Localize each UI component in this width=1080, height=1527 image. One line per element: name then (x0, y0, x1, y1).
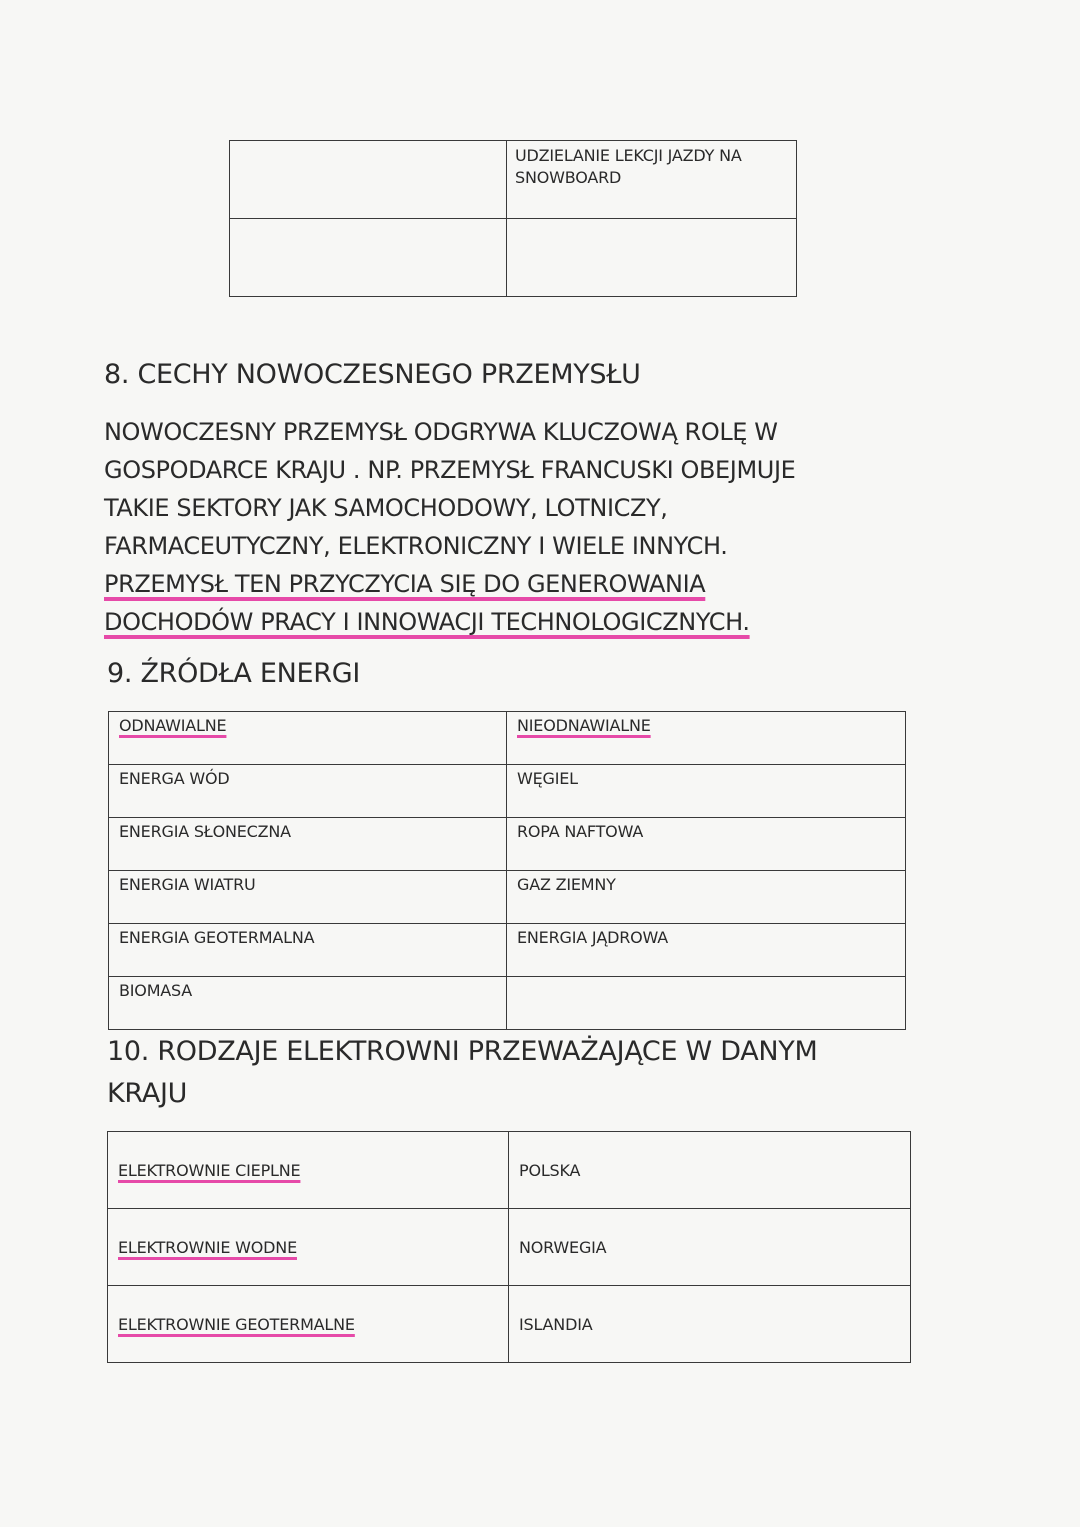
power-plants-table (107, 1131, 911, 1363)
plant-type: ELEKTROWNIE GEOTERMALNE (118, 1314, 355, 1334)
table-cell (109, 765, 507, 818)
highlighted-line: PRZEMYSŁ TEN PRZYCZYCIA SIĘ DO GENEROWANIA (104, 570, 706, 598)
table-cell (230, 219, 507, 297)
cell-text (507, 988, 517, 992)
table-row (108, 1132, 911, 1209)
cell-text: ENERGIA JĄDROWA (517, 928, 669, 947)
table-cell (507, 818, 906, 871)
table-row (109, 977, 906, 1030)
cell-text: GAZ ZIEMNY (517, 875, 616, 894)
cell-text: WĘGIEL (517, 769, 578, 788)
section-8-paragraph (104, 413, 795, 641)
cell-text: ENERGA WÓD (119, 769, 230, 788)
table-cell (509, 1209, 911, 1286)
table-row (109, 871, 906, 924)
header-nonrenewable: NIEODNAWIALNE (517, 716, 651, 735)
cell-text: UDZIELANIE LEKCJI JAZDY NA SNOWBOARD (515, 146, 742, 187)
cell-text: ROPA NAFTOWA (517, 822, 644, 841)
table-cell (109, 871, 507, 924)
cell-text: ENERGIA WIATRU (119, 875, 256, 894)
table-cell (109, 924, 507, 977)
table-cell (507, 219, 797, 297)
header-cell (507, 712, 906, 765)
table-row (108, 1286, 911, 1363)
highlighted-line: DOCHODÓW PRACY I INNOWACJI TECHNOLOGICZNYCH. (104, 608, 750, 636)
table-cell (108, 1286, 509, 1363)
table-row (109, 924, 906, 977)
table-cell (109, 818, 507, 871)
cell-text: BIOMASA (119, 981, 193, 1000)
plant-type: ELEKTROWNIE WODNE (118, 1237, 297, 1257)
table-row (230, 141, 797, 219)
table-cell (507, 977, 906, 1030)
section-8-heading: 8. CECHY NOWOCZESNEGO PRZEMYSŁU (104, 359, 641, 390)
section-9-heading: 9. ŹRÓDŁA ENERGI (107, 658, 361, 689)
table-row (108, 1209, 911, 1286)
country: ISLANDIA (519, 1314, 593, 1334)
paragraph-line: TAKIE SEKTORY JAK SAMOCHODOWY, LOTNICZY, (104, 494, 668, 522)
services-table (229, 140, 797, 297)
cell-text: ENERGIA SŁONECZNA (119, 822, 291, 841)
table-row (109, 765, 906, 818)
energy-sources-table (108, 711, 906, 1030)
table-cell (509, 1132, 911, 1209)
paragraph-line: FARMACEUTYCZNY, ELEKTRONICZNY I WIELE INNYCH. (104, 532, 728, 560)
header-cell (109, 712, 507, 765)
table-cell (507, 141, 797, 219)
paragraph-line: GOSPODARCE KRAJU . NP. PRZEMYSŁ FRANCUSKI OBEJMUJE (104, 456, 796, 484)
table-row (230, 219, 797, 297)
plant-type: ELEKTROWNIE CIEPLNE (118, 1160, 301, 1180)
cell-text: ENERGIA GEOTERMALNA (119, 928, 315, 947)
table-cell (507, 871, 906, 924)
table-cell (108, 1209, 509, 1286)
header-renewable: ODNAWIALNE (119, 716, 227, 735)
country: NORWEGIA (519, 1237, 607, 1257)
table-cell (509, 1286, 911, 1363)
table-cell (230, 141, 507, 219)
table-cell (108, 1132, 509, 1209)
table-cell (507, 765, 906, 818)
table-header-row (109, 712, 906, 765)
paragraph-line: NOWOCZESNY PRZEMYSŁ ODGRYWA KLUCZOWĄ ROLĘ W (104, 418, 778, 446)
country: POLSKA (519, 1160, 581, 1180)
section-10-heading-line1: 10. RODZAJE ELEKTROWNI PRZEWAŻAJĄCE W DANYM (107, 1036, 818, 1067)
table-cell (507, 924, 906, 977)
table-cell (109, 977, 507, 1030)
section-10-heading-line2: KRAJU (107, 1078, 188, 1109)
table-row (109, 818, 906, 871)
